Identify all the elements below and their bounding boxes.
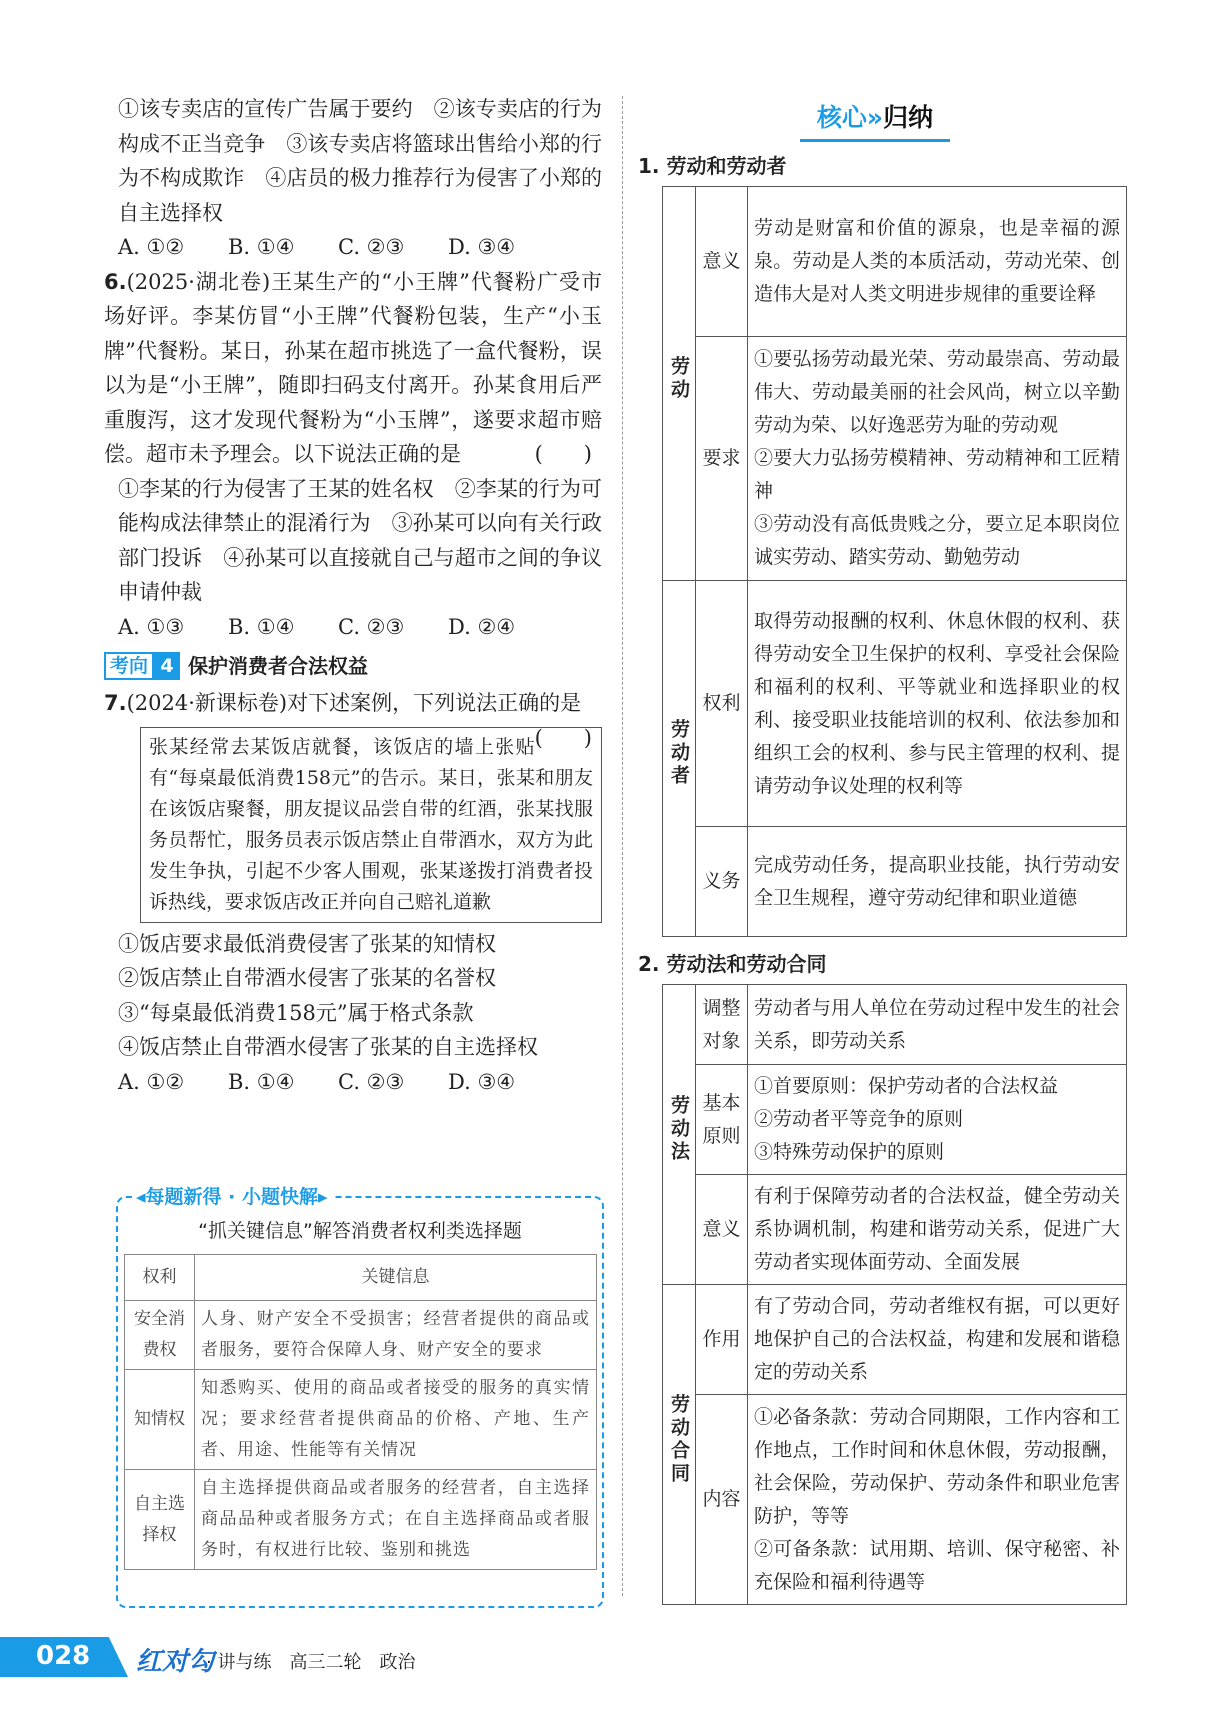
q7-option-b[interactable]: B. ①④ <box>228 1069 295 1094</box>
q5-options <box>118 230 602 265</box>
tip-col-rights: 权利 <box>125 1255 195 1301</box>
q7-number: 7. <box>104 691 127 715</box>
q6-stem-text: (2025·湖北卷)王某生产的“小王牌”代餐粉广受市场好评。李某仿冒“小王牌”代餐粉包装，生产“小玉牌”代餐粉。某日，孙某在超市挑选了一盒代餐粉，误以为是“小王牌”，随即扫码支付离开。孙某食用后严重腹泻，这才发现代餐粉为“小玉牌”，遂要求超市赔偿。超市未予理会。以下说法正确的是 <box>104 269 602 466</box>
tip-right-name: 自主选择权 <box>125 1470 195 1570</box>
row-value: 有了劳动合同，劳动者维权有据，可以更好地保护自己的合法权益，构建和发展和谐稳定的劳动关系 <box>748 1285 1127 1395</box>
q7-option-d[interactable]: D. ③④ <box>448 1069 516 1094</box>
table-row <box>663 827 1127 937</box>
q6-option-c[interactable]: C. ②③ <box>338 614 405 639</box>
q7-option-a[interactable]: A. ①② <box>118 1069 185 1094</box>
q6-option-d[interactable]: D. ②④ <box>448 614 516 639</box>
section-2-title: 2. 劳动法和劳动合同 <box>638 952 827 976</box>
table-row <box>125 1301 597 1370</box>
row-value <box>748 1065 1127 1175</box>
topic-label: 考向 <box>104 652 154 680</box>
tip-right-name: 安全消费权 <box>125 1301 195 1370</box>
q7-item: ④饭店禁止自带酒水侵害了张某的自主选择权 <box>118 1035 538 1059</box>
topic-title: 保护消费者合法权益 <box>188 653 369 678</box>
row-value <box>748 337 1127 581</box>
table-row <box>125 1370 597 1470</box>
row-value: 有利于保障劳动者的合法权益，健全劳动关系协调机制，构建和谐劳动关系，促进广大劳动者实现体面劳动、全面发展 <box>748 1175 1127 1285</box>
q7-case-box: 张某经常去某饭店就餐，该饭店的墙上张贴有“每桌最低消费158元”的告示。某日，张某和朋友在该饭店聚餐，朋友提议品尝自带的红酒，张某找服务员帮忙，服务员表示饭店禁止自带酒水，双方为此发生争执，引起不少客人围观，张某遂拨打消费者投诉热线，要求饭店改正并向自己赔礼道歉 <box>140 727 602 923</box>
q5-option-d[interactable]: D. ③④ <box>448 235 516 259</box>
row-value: 完成劳动任务，提高职业技能，执行劳动安全卫生规程，遵守劳动纪律和职业道德 <box>748 827 1127 937</box>
content-item: ①必备条款：劳动合同期限，工作内容和工作地点，工作时间和休息休假，劳动报酬，社会保险，劳动保护、劳动条件和职业危害防护，等等 <box>754 1405 1120 1527</box>
table-row <box>663 187 1127 337</box>
table-row <box>663 1065 1127 1175</box>
requirement-item: ③劳动没有高低贵贱之分，要立足本职岗位诚实劳动、踏实劳动、勤勉劳动 <box>754 513 1120 568</box>
q6-options <box>118 610 602 645</box>
q7-stem <box>104 686 602 750</box>
group-label: 劳动合同 <box>668 1393 690 1486</box>
table-row <box>663 985 1127 1065</box>
q6-number: 6. <box>104 269 127 294</box>
q6-answer-paren[interactable]: ( ) <box>534 442 602 466</box>
heading-underline <box>800 139 950 142</box>
group-labor-contract <box>663 1285 696 1605</box>
q7-item: ①饭店要求最低消费侵害了张某的知情权 <box>118 931 496 956</box>
content-item: ②可备条款：试用期、培训、保守秘密、补充保险和福利待遇等 <box>754 1537 1120 1593</box>
row-key: 意义 <box>696 187 748 337</box>
q7-option-c[interactable]: C. ②③ <box>338 1069 405 1094</box>
column-divider <box>622 96 623 1596</box>
row-key: 作用 <box>696 1285 748 1395</box>
row-value <box>748 1395 1127 1605</box>
q6-items: ①李某的行为侵害了王某的姓名权 ②李某的行为可能构成法律禁止的混淆行为 ③孙某可以向有关行政部门投诉 ④孙某可以直接就自己与超市之间的争议申请仲裁 <box>118 476 602 604</box>
footer-book-title: · 讲与练 高三二轮 政治 <box>206 1652 416 1673</box>
q5-option-c[interactable]: C. ②③ <box>338 235 405 259</box>
q6-option-b[interactable]: B. ①④ <box>228 614 295 639</box>
tip-table <box>124 1254 597 1570</box>
tip-header: ◂每题新得 · 小题快解▸ <box>132 1182 332 1209</box>
tip-col-key-info: 关键信息 <box>195 1255 597 1301</box>
topic-heading <box>104 650 602 682</box>
tip-title: “抓关键信息”解答消费者权利类选择题 <box>198 1220 522 1242</box>
tip-right-info: 自主选择提供商品或者服务的经营者，自主选择商品品种或者服务方式；在自主选择商品或者服务时，有权进行比较、鉴别和挑选 <box>195 1470 597 1570</box>
principle-item: ②劳动者平等竞争的原则 <box>754 1108 964 1130</box>
chevron-right-icon: » <box>866 103 884 132</box>
q7-options <box>118 1065 602 1100</box>
page-number: 028 <box>36 1641 91 1671</box>
brand-logo: 红对勾 <box>136 1647 215 1677</box>
table-row <box>663 581 1127 827</box>
tip-table-header <box>125 1255 597 1301</box>
row-value: 取得劳动报酬的权利、休息休假的权利、获得劳动安全卫生保护的权利、享受社会保险和福利的权利、平等就业和选择职业的权利、接受职业技能培训的权利、依法参加和组织工会的权利、参与民主管理的权利、提请劳动争议处理的权利等 <box>748 581 1127 827</box>
core-label: 核心 <box>816 103 867 132</box>
row-key: 基本原则 <box>696 1065 748 1175</box>
q7-stem-text: (2024·新课标卷)对下述案例，下列说法正确的是 <box>126 691 582 715</box>
row-key: 内容 <box>696 1395 748 1605</box>
q7-item: ③“每桌最低消费158元”属于格式条款 <box>118 1000 474 1025</box>
tip-right-name: 知情权 <box>125 1370 195 1470</box>
section-1-title: 1. 劳动和劳动者 <box>638 154 787 178</box>
requirement-item: ②要大力弘扬劳模精神、劳动精神和工匠精神 <box>754 447 1120 502</box>
group-label: 劳动者 <box>668 719 690 788</box>
requirement-item: ①要弘扬劳动最光荣、劳动最崇高、劳动最伟大、劳动最美丽的社会风尚，树立以辛勤劳动为荣、以好逸恶劳为耻的劳动观 <box>754 348 1120 436</box>
q6-stem <box>104 265 602 472</box>
summary-label: 归纳 <box>883 103 934 132</box>
row-key: 意义 <box>696 1175 748 1285</box>
row-value: 劳动者与用人单位在劳动过程中发生的社会关系，即劳动关系 <box>748 985 1127 1065</box>
q7-item: ②饭店禁止自带酒水侵害了张某的名誉权 <box>118 966 496 990</box>
group-label: 劳动 <box>668 355 690 402</box>
q5-option-a[interactable]: A. ①② <box>118 235 185 259</box>
q5-option-b[interactable]: B. ①④ <box>228 235 295 259</box>
table-row <box>663 1285 1127 1395</box>
table-row <box>663 337 1127 581</box>
labor-table <box>662 186 1127 937</box>
q5-items: ①该专卖店的宣传广告属于要约 ②该专卖店的行为构成不正当竞争 ③该专卖店将篮球出售给小郑的行为不构成欺诈 ④店员的极力推荐行为侵害了小郑的自主选择权 <box>118 97 602 225</box>
row-key: 调整对象 <box>696 985 748 1065</box>
q6-option-a[interactable]: A. ①③ <box>118 614 185 639</box>
left-column <box>104 92 602 1099</box>
q7-answer-paren[interactable]: ( ) <box>534 725 602 750</box>
table-row <box>663 1395 1127 1605</box>
principle-item: ①首要原则：保护劳动者的合法权益 <box>754 1075 1059 1097</box>
table-row <box>663 1175 1127 1285</box>
tip-right-info: 知悉购买、使用的商品或者接受的服务的真实情况；要求经营者提供商品的价格、产地、生产者、用途、性能等有关情况 <box>195 1370 597 1470</box>
topic-number: 4 <box>154 652 180 680</box>
labor-law-table <box>662 984 1127 1605</box>
group-laborer <box>663 581 696 937</box>
tip-right-info: 人身、财产安全不受损害；经营者提供的商品或者服务，要符合保障人身、财产安全的要求 <box>195 1301 597 1370</box>
group-labor-law <box>663 985 696 1285</box>
row-key: 权利 <box>696 581 748 827</box>
table-row <box>125 1470 597 1570</box>
core-summary-heading <box>800 98 950 142</box>
row-value: 劳动是财富和价值的源泉，也是幸福的源泉。劳动是人类的本质活动，劳动光荣、创造伟大是对人类文明进步规律的重要诠释 <box>748 187 1127 337</box>
group-label: 劳动法 <box>668 1095 690 1164</box>
row-key: 要求 <box>696 337 748 581</box>
row-key: 义务 <box>696 827 748 937</box>
principle-item: ③特殊劳动保护的原则 <box>754 1141 945 1163</box>
group-labor <box>663 187 696 581</box>
tip-box <box>116 1186 604 1608</box>
